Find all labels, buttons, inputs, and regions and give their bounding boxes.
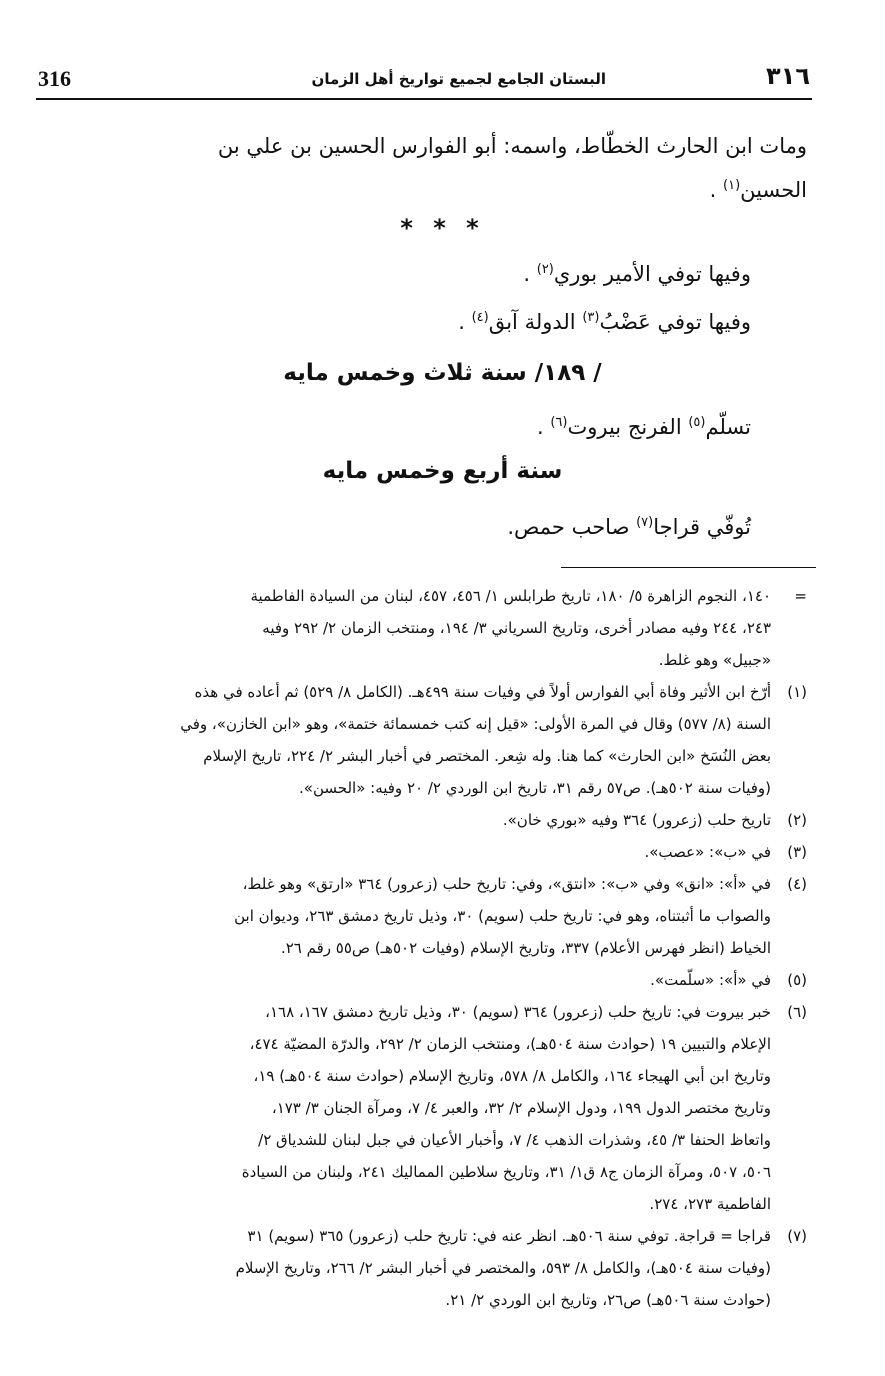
footnote-line: الفاطمية ٢٧٣، ٢٧٤. [649, 1195, 771, 1213]
footnote-line: ٢٤٣، ٢٤٤ وفيه مصادر أخرى، وتاريخ السرياني ٣/ ١٩٤، ومنتخب الزمان ٢/ ٢٩٢ وفيه [262, 619, 771, 637]
period: . [458, 310, 465, 334]
footnote-line: بعض النُسَخ «ابن الحارث» كما هنا. وله شِعر. المختصر في أخبار البشر ٢/ ٢٢٤، تاريخ الإسلام [203, 747, 771, 765]
footnote-line: «جبيل» وهو غلط. [658, 651, 771, 669]
footnote-mark: (٧) [787, 1227, 807, 1245]
period: . [709, 178, 717, 202]
paragraph-text: وفيها توفي عَضْبُ [599, 310, 751, 334]
footnote [33, 868, 807, 964]
paragraph-text: صاحب حمص. [507, 515, 637, 539]
footnote-mark: (٢) [787, 811, 807, 829]
period: . [536, 415, 544, 439]
footnote-ref: (١) [723, 178, 741, 193]
footnote-mark: = [794, 587, 807, 605]
footnote-line: (حوادث سنة ٥٠٦هـ) ص٢٦، وتاريخ ابن الوردي ٢/ ٢١. [445, 1291, 771, 1309]
period: . [523, 262, 531, 286]
footnote-line: والصواب ما أثبتناه، وهو في: تاريخ حلب (سويم) ٣٠، وذيل تاريخ دمشق ٢٦٣، وديوان ابن [234, 907, 771, 925]
paragraph-bory [71, 252, 751, 296]
page-number-latin: 316 [38, 66, 71, 91]
footnote-line: وتاريخ مختصر الدول ١٩٩، ودول الإسلام ٢/ ٣٢، والعبر ٤/ ٧، ومرآة الجنان ٣/ ١٧٣، [271, 1099, 771, 1117]
paragraph-text: الدولة آبق [488, 310, 583, 334]
paragraph-qaraja [71, 505, 751, 549]
footnote-mark: (١) [787, 683, 807, 701]
footnote-ref: (٤) [471, 310, 489, 325]
page-number-arabic: ٣١٦ [766, 62, 810, 90]
paragraph-text: تُوفّي قراجا [653, 515, 751, 539]
footnote-mark: (٥) [787, 971, 807, 989]
footnotes [33, 580, 807, 1316]
section-divider-stars: * * * [400, 214, 485, 242]
footnote-line: قراجا = قراجة. توفي سنة ٥٠٦هـ. انظر عنه في: تاريخ حلب (زعرور) ٣٦٥ (سويم) ٣١ [247, 1227, 771, 1245]
footnote [33, 804, 807, 836]
footnote [33, 836, 807, 868]
footnote-ref: (٣) [582, 310, 600, 325]
footnote-ref: (٧) [636, 515, 654, 530]
paragraph-ibn-al-harith [73, 124, 807, 212]
footnote-line: وتاريخ ابن أبي الهيجاء ١٦٤، والكامل ٨/ ٥٧٨، وتاريخ الإسلام (حوادث سنة ٥٠٤هـ) ١٩، [253, 1067, 771, 1085]
footnote-line: أرّخ ابن الأثير وفاة أبي الفوارس أولاً في وفيات سنة ٤٩٩هـ. (الكامل ٨/ ٥٢٩) ثم أعاده في هذه [194, 683, 771, 701]
paragraph-beirut [71, 405, 751, 449]
footnote-line: في «أ»: «سلّمت». [650, 971, 771, 989]
footnote-mark: (٣) [787, 843, 807, 861]
footnote-ref: (٦) [550, 415, 568, 430]
paragraph-text: وفيها توفي الأمير بوري [553, 262, 751, 286]
footnote-line: الإعلام والتبيين ١٩ (حوادث سنة ٥٠٤هـ)، ومنتخب الزمان ٢/ ٢٩٢، والدرّة المضيّة ٤٧٤، [249, 1035, 771, 1053]
footnote-mark: (٦) [787, 1003, 807, 1021]
footnote-mark: (٤) [787, 875, 807, 893]
footnote-line: ٥٠٦، ٥٠٧، ومرآة الزمان ج٨ ق١/ ٣١، وتاريخ سلاطين المماليك ٢٤١، ولبنان من السيادة [241, 1163, 771, 1181]
footnote-line: (وفيات سنة ٥٠٢هـ). ص٥٧ رقم ٣١، تاريخ ابن الوردي ٢/ ٢٠ وفيه: «الحسن». [299, 779, 771, 797]
footnote [33, 964, 807, 996]
footnote [33, 580, 807, 676]
paragraph-line: الحسين [740, 178, 807, 202]
footnote-ref: (٥) [688, 415, 706, 430]
footnote-line: في «ب»: «عصب». [644, 843, 771, 861]
footnote [33, 996, 807, 1220]
footnote-line: ١٤٠، النجوم الزاهرة ٥/ ١٨٠، تاريخ طرابلس ١/ ٤٥٦، ٤٥٧، لبنان من السيادة الفاطمية [250, 587, 771, 605]
footnote-line: في «أ»: «انق» وفي «ب»: «انتق»، وفي: تاريخ حلب (زعرور) ٣٦٤ «ارتق» وهو غلط، [242, 875, 771, 893]
footnote-line: واتعاظ الحنفا ٣/ ٤٥، وشذرات الذهب ٤/ ٧، وأخبار الأعيان في جبل لبنان للشدياق ٢/ [258, 1131, 771, 1149]
paragraph-adab [71, 300, 751, 344]
footnote-line: تاريخ حلب (زعرور) ٣٦٤ وفيه «بوري خان». [502, 811, 771, 829]
footnote-line: خبر بيروت في: تاريخ حلب (زعرور) ٣٦٤ (سويم) ٣٠، وذيل تاريخ دمشق ١٦٧، ١٦٨، [265, 1003, 771, 1021]
running-title: البستان الجامع لجميع تواريخ أهل الزمان [311, 70, 606, 88]
year-heading-504: سنة أربع وخمس مايه [322, 458, 563, 484]
footnote [33, 676, 807, 804]
year-heading-503: / ١٨٩/ سنة ثلاث وخمس مايه [283, 360, 602, 386]
footnote-line: (وفيات سنة ٥٠٤هـ)، والكامل ٨/ ٥٩٣، والمختصر في أخبار البشر ٢/ ٢٦٦، وتاريخ الإسلام [235, 1259, 771, 1277]
paragraph-text: الفرنج بيروت [567, 415, 689, 439]
paragraph-text: تسلّم [705, 415, 751, 439]
footnote-ref: (٢) [536, 262, 554, 277]
paragraph-line: ومات ابن الحارث الخطّاط، واسمه: أبو الفوارس الحسين بن علي بن [217, 134, 807, 158]
footnote-separator [561, 567, 816, 568]
footnote-line: السنة (٨/ ٥٧٧) وقال في المرة الأولى: «قيل إنه كتب خمسمائة ختمة»، وهو «ابن الخازن»، وفي [180, 715, 771, 733]
page-header [36, 62, 812, 100]
footnote-line: الخياط (انظر فهرس الأعلام) ٣٣٧، وتاريخ الإسلام (وفيات ٥٠٢هـ) ص٥٥ رقم ٢٦. [280, 939, 771, 957]
footnote [33, 1220, 807, 1316]
